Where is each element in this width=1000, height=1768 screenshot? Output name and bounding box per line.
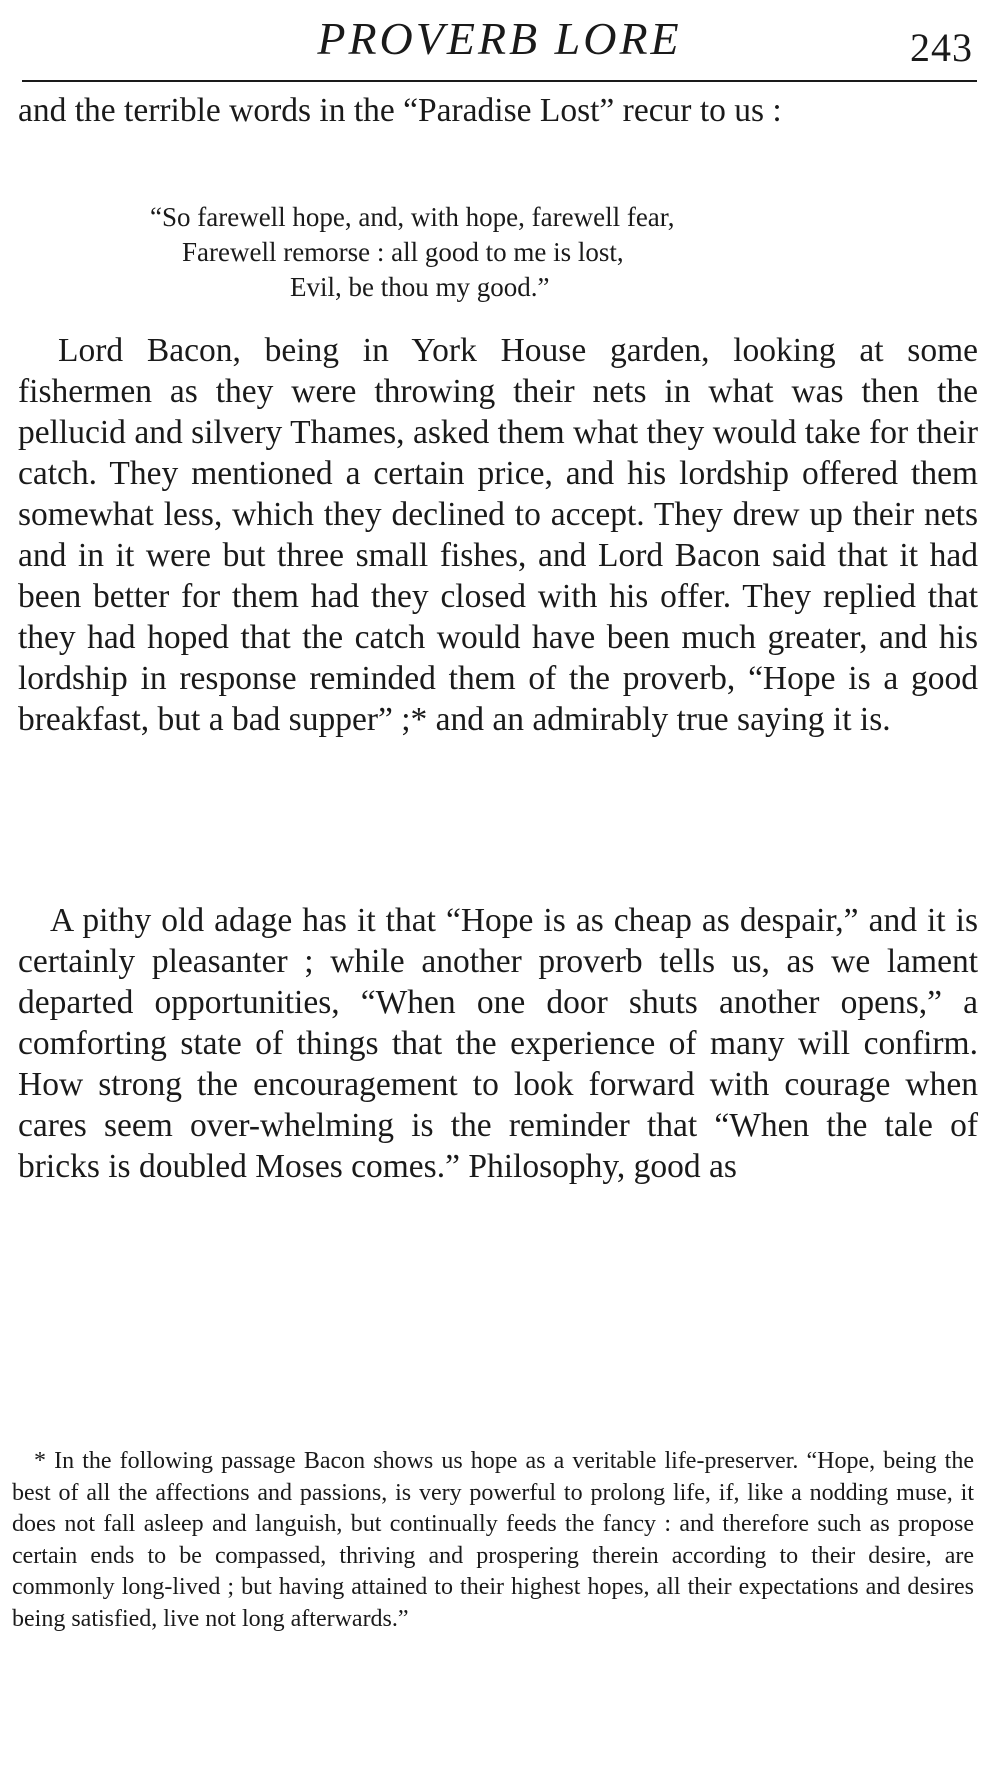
- page-header: [22, 8, 977, 82]
- footnote: * In the following passage Bacon shows us hope as a veritable life-preserver. “Hope, being the best of all the affections and passions, is very powerful to prolong life, if, like a nodding muse, it does not fall asleep and languish, but continually feeds the fancy : and therefore such as propose certain ends to be compassed, thriving and prospering therein according to their desire, are commonly long-lived ; but having attained to their highest hopes, all their expectations and desires being satisfied, live not long afterwards.”: [12, 1448, 974, 1632]
- quote-line-3: Evil, be thou my good.”: [290, 272, 550, 302]
- bacon-paragraph: Lord Bacon, being in York House garden, looking at some fishermen as they were throwing their nets in what was then the pellucid and silvery Thames, asked them what they would take for their catch. They mentioned a certain price, and his lordship offered them somewhat less, which they declined to accept. They drew up their nets and in it were but three small fishes, and Lord Bacon said that it had been better for them had they closed with his offer. They replied that they had hoped that the catch would have been much greater, and his lordship in response reminded them of the proverb, “Hope is a good breakfast, but a bad supper” ;* and an admirably true saying it is.: [18, 332, 978, 738]
- running-title: PROVERB LORE: [317, 13, 682, 64]
- page-number: 243: [910, 25, 973, 70]
- block-quote: [150, 200, 850, 305]
- quote-line-1: “So farewell hope, and, with hope, farewell fear,: [150, 202, 675, 232]
- intro-paragraph: and the terrible words in the “Paradise Lost” recur to us :: [18, 92, 782, 129]
- adage-paragraph: A pithy old adage has it that “Hope is as cheap as despair,” and it is certainly pleasanter ; while another proverb tells us, as we lament departed opportunities, “When one door shuts another opens,” a comforting state of things that the experience of many will confirm. How strong the encouragement to look forward with courage when cares seem over-whelming is the reminder that “When the tale of bricks is doubled Moses comes.” Philosophy, good as: [18, 902, 978, 1185]
- quote-line-2: Farewell remorse : all good to me is lost,: [182, 237, 624, 267]
